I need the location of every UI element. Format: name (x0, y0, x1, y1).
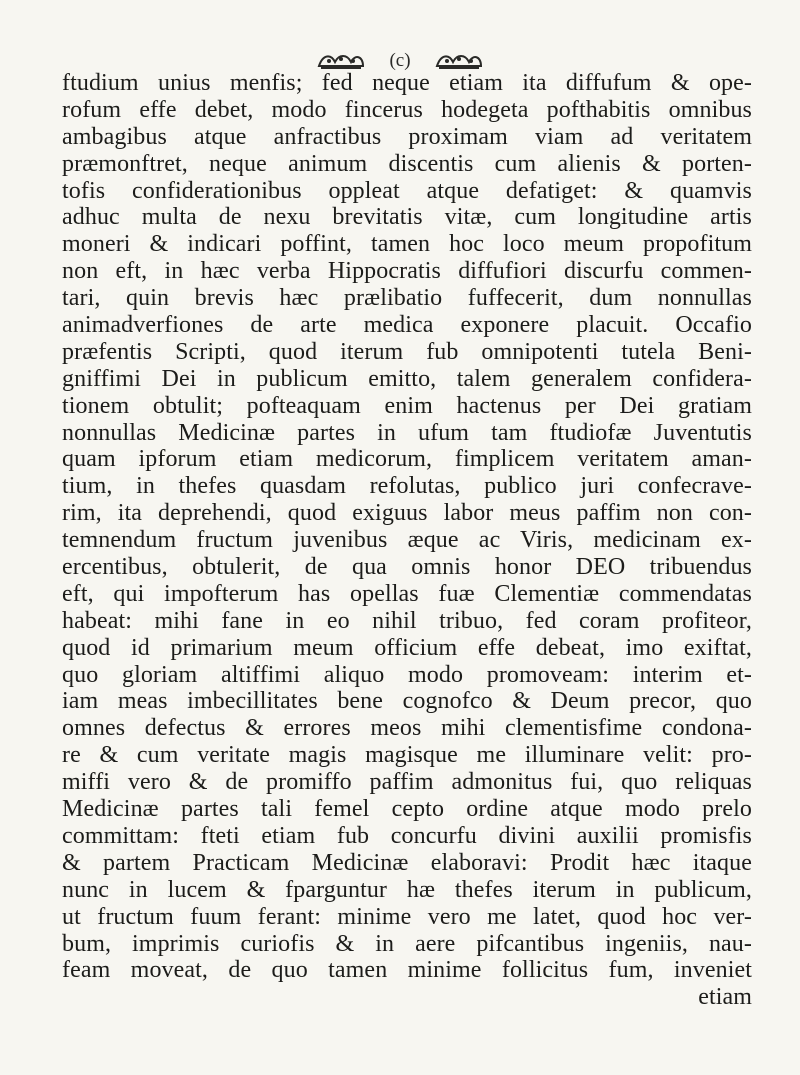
text-line: non eft, in hæc verba Hippocratis diffufiori discurfu commen- (62, 258, 752, 285)
text-line: re & cum veritate magis magisque me illuminare velit: pro- (62, 742, 752, 769)
text-line: moneri & indicari poffint, tamen hoc loco meum propofitum (62, 231, 752, 258)
text-line: temnendum fructum juvenibus æque ac Viris, medicinam ex- (62, 527, 752, 554)
page-header (0, 50, 800, 72)
page-mark: (c) (389, 50, 411, 71)
left-ornament-icon (315, 50, 367, 72)
catchword: etiam (698, 984, 752, 1011)
text-line: nonnullas Medicinæ partes in ufum tam ftudiofæ Juventutis (62, 419, 752, 446)
text-line: tari, quin brevis hæc prælibatio fuffecerit, dum nonnullas (62, 285, 752, 312)
text-line: tium, in thefes quasdam refolutas, publico juri confecrave- (62, 473, 752, 500)
right-ornament-icon (433, 50, 485, 72)
text-line: animadverfiones de arte medica exponere placuit. Occafio (62, 312, 752, 339)
text-line: rofum effe debet, modo fincerus hodegeta pofthabitis omnibus (62, 96, 752, 123)
text-line: bum, imprimis curiofis & in aere pifcantibus ingeniis, nau- (62, 930, 752, 957)
text-line: omnes defectus & errores meos mihi clementisfime condona- (62, 715, 752, 742)
text-line: ftudium unius menfis; fed neque etiam ita diffufum & ope- (62, 70, 752, 96)
text-line: ambagibus atque anfractibus proximam viam ad veritatem (62, 123, 752, 150)
body-text (62, 70, 752, 1011)
text-line: eft, qui impofterum has opellas fuæ Clementiæ commendatas (62, 580, 752, 607)
text-line: rim, ita deprehendi, quod exiguus labor meus paffim non con- (62, 500, 752, 527)
text-line: adhuc multa de nexu brevitatis vitæ, cum longitudine artis (62, 204, 752, 231)
text-line: gniffimi Dei in publicum emitto, talem generalem confidera- (62, 365, 752, 392)
text-line: & partem Practicam Medicinæ elaboravi: Prodit hæc itaque (62, 849, 752, 876)
text-line: quam ipforum etiam medicorum, fimplicem veritatem aman- (62, 446, 752, 473)
text-line: quod id primarium meum officium effe debeat, imo exiftat, (62, 634, 752, 661)
text-line: nunc in lucem & fparguntur hæ thefes iterum in publicum, (62, 876, 752, 903)
text-line: committam: fteti etiam fub concurfu divini auxilii promisfis (62, 822, 752, 849)
text-line: feam moveat, de quo tamen minime follicitus fum, inveniet (62, 957, 752, 984)
text-line: quo gloriam altiffimi aliquo modo promoveam: interim et- (62, 661, 752, 688)
text-line: habeat: mihi fane in eo nihil tribuo, fed coram profiteor, (62, 607, 752, 634)
text-line: tofis confiderationibus oppleat atque defatiget: & quamvis (62, 177, 752, 204)
text-line: ut fructum fuum ferant: minime vero me latet, quod hoc ver- (62, 903, 752, 930)
text-line: tionem obtulit; pofteaquam enim hactenus per Dei gratiam (62, 392, 752, 419)
text-line: iam meas imbecillitates bene cognofco & Deum precor, quo (62, 688, 752, 715)
text-line: Medicinæ partes tali femel cepto ordine atque modo prelo (62, 796, 752, 823)
text-line: miffi vero & de promiffo paffim admonitus fui, quo reliquas (62, 769, 752, 796)
text-line: ercentibus, obtulerit, de qua omnis honor DEO tribuendus (62, 554, 752, 581)
text-line: præmonftret, neque animum discentis cum alienis & porten- (62, 150, 752, 177)
text-line: præfentis Scripti, quod iterum fub omnipotenti tutela Beni- (62, 338, 752, 365)
